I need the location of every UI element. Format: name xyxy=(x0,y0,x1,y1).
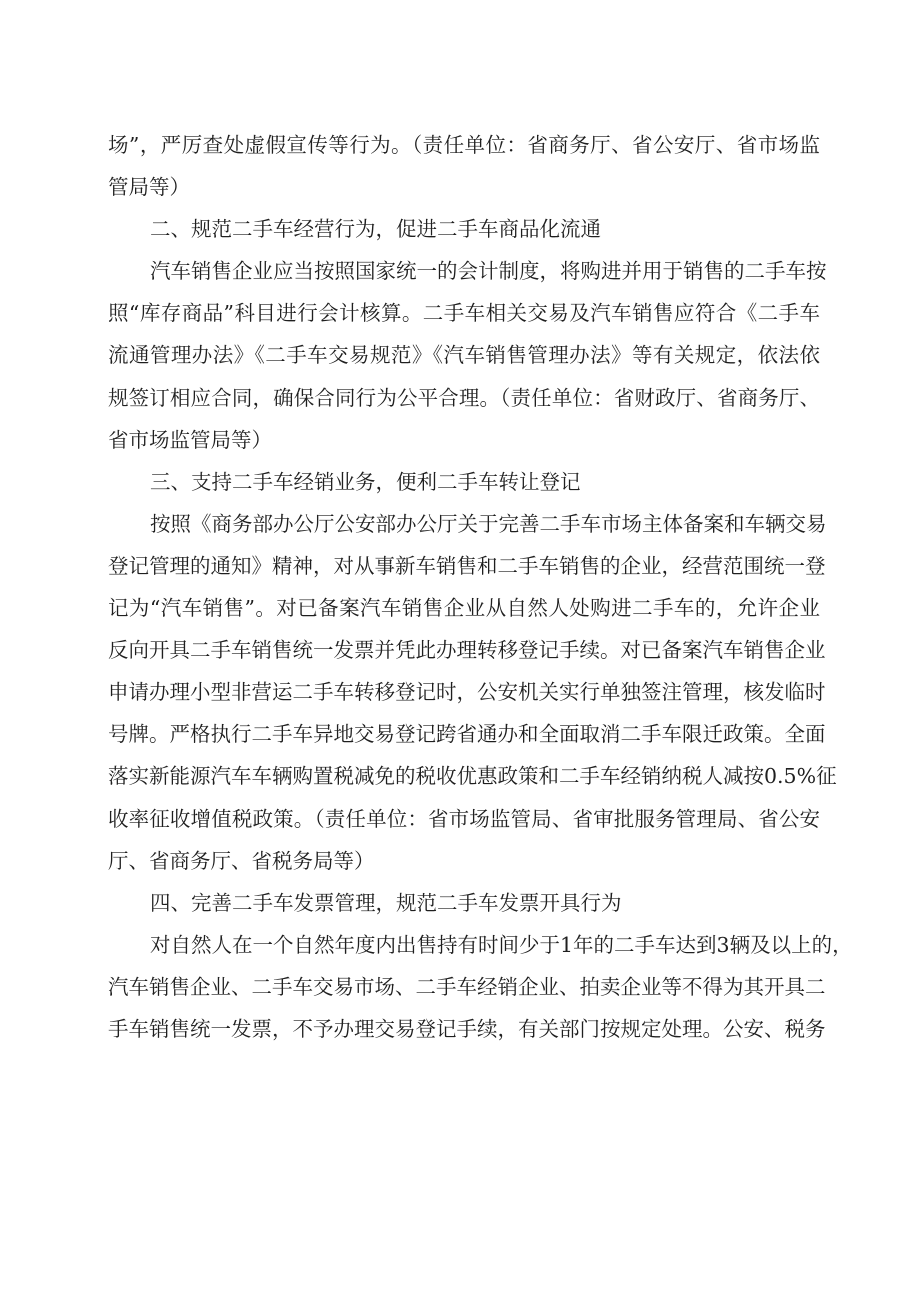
body-line: 流通管理办法》《二手车交易规范》《汽车销售管理办法》等有关规定，依法依 xyxy=(108,343,820,368)
body-line: 汽车销售企业、二手车交易市场、二手车经销企业、拍卖企业等不得为其开具二 xyxy=(108,974,826,999)
body-line: 号牌。严格执行二手车异地交易登记跨省通办和全面取消二手车限迁政策。全面 xyxy=(108,722,826,747)
body-line: 反向开具二手车销售统一发票并凭此办理转移登记手续。对已备案汽车销售企业 xyxy=(108,638,826,663)
body-line: 手车销售统一发票，不予办理交易登记手续，有关部门按规定处理。公安、税务 xyxy=(108,1016,826,1041)
body-line: 登记管理的通知》精神，对从事新车销售和二手车销售的企业，经营范围统一登 xyxy=(108,553,826,578)
body-line: 场”，严厉查处虚假宣传等行为。（责任单位：省商务厅、省公安厅、省市场监 xyxy=(108,133,820,157)
body-line: 管局等） xyxy=(108,175,190,200)
body-line: 省市场监管局等） xyxy=(108,427,272,452)
body-line: 记为“汽车销售”。对已备案汽车销售企业从自然人处购进二手车的，允许企业 xyxy=(108,596,820,621)
body-line: 落实新能源汽车车辆购置税减免的税收优惠政策和二手车经销纳税人减按0.5%征 xyxy=(108,764,837,789)
body-line: 规签订相应合同，确保合同行为公平合理。（责任单位：省财政厅、省商务厅、 xyxy=(108,385,820,410)
body-line: 按照《商务部办公厅公安部办公厅关于完善二手车市场主体备案和车辆交易 xyxy=(150,511,827,536)
body-line: 照“库存商品”科目进行会计核算。二手车相关交易及汽车销售应符合《二手车 xyxy=(108,301,820,326)
body-line: 申请办理小型非营运二手车转移登记时，公安机关实行单独签注管理，核发临时 xyxy=(108,680,826,705)
section-heading-3: 三、支持二手车经销业务，便利二手车转让登记 xyxy=(150,469,581,494)
body-line: 厅、省商务厅、省税务局等） xyxy=(108,848,375,873)
body-line: 汽车销售企业应当按照国家统一的会计制度，将购进并用于销售的二手车按 xyxy=(150,259,827,284)
section-heading-2: 二、规范二手车经营行为，促进二手车商品化流通 xyxy=(150,217,601,242)
body-line: 对自然人在一个自然年度内出售持有时间少于1年的二手车达到3辆及以上的， xyxy=(150,932,853,957)
section-heading-4: 四、完善二手车发票管理，规范二手车发票开具行为 xyxy=(150,890,622,915)
document-body xyxy=(108,124,853,1050)
body-line: 收率征收增值税政策。（责任单位：省市场监管局、省审批服务管理局、省公安 xyxy=(108,806,820,831)
